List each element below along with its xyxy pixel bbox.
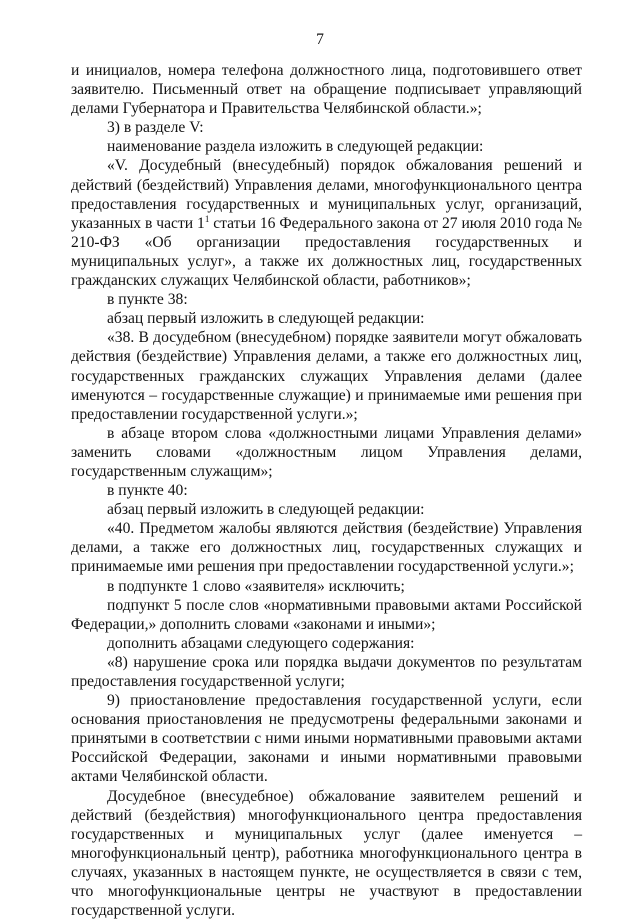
paragraph-item-38-text: «38. В досудебном (внесудебном) порядке заявители могут обжаловать действия (бездействие) Управления делами, а также его должностных лиц, государственных гражданских служащих Управления делами (далее именуются – государственные служащие) и принимаемые ими решения при предоставлении государственной услуги.»; <box>71 329 582 423</box>
section-title-text-start: «V. Досудебный (внесудебный) порядок обжалования решений и действий (бездействий) Управления делами, многофункционального центра предоставления государственных и муниципальных услуг, организаций, указанных в части 1 <box>71 157 582 232</box>
document-body <box>71 61 582 920</box>
paragraph-subitem-1: в подпункте 1 слово «заявителя» исключить; <box>107 577 405 595</box>
paragraph-continuation: и инициалов, номера телефона должностного лица, подготовившего ответ заявителю. Письменный ответ на обращение подписывает управляющий делами Губернатора и Правительства Челябинской области.»; <box>71 62 582 118</box>
paragraph-subitem-8: «8) нарушение срока или порядка выдачи документов по результатам предоставления государственной услуги; <box>71 653 582 690</box>
paragraph-section-5: 3) в разделе V: <box>107 119 204 137</box>
paragraph-item-38: в пункте 38: <box>107 291 188 309</box>
paragraph-add-intro: дополнить абзацами следующего содержания: <box>107 634 415 652</box>
paragraph-subitem-9: 9) приостановление предоставления государственной услуги, если основания приостановления не предусмотрены федеральными законами и принятыми в соответствии с ними иными нормативными правовыми актами Российской Федерации, законами и иными нормативными правовыми актами Челябинской области. <box>71 692 582 786</box>
paragraph-item-40: в пункте 40: <box>107 482 188 500</box>
paragraph-mfc-appeal: Досудебное (внесудебное) обжалование заявителем решений и действий (бездействия) многофункционального центра предоставления государственных и муниципальных услуг (далее именуется – многофункциональный центр), работника многофункционального центра в случаях, указанных в настоящем пункте, не осуществляется в связи с тем, что многофункциональные центры не участвуют в предоставлении государственной услуги. <box>71 787 582 920</box>
paragraph-section-title <box>71 156 582 290</box>
page-number: 7 <box>316 31 324 48</box>
paragraph-subitem-5: подпункт 5 после слов «нормативными правовыми актами Российской Федерации,» дополнить словами «законами и иными»; <box>71 596 582 633</box>
section-title-text-end: статьи 16 Федерального закона от 27 июля 2010 года № 210-ФЗ «Об организации предоставления государственных и муниципальных услуг», а также их должностных лиц, государственных гражданских служащих Челябинской области, работников»; <box>71 214 582 290</box>
superscript-part-number: 1 <box>204 213 210 224</box>
paragraph-item-40-intro: абзац первый изложить в следующей редакции: <box>107 501 425 519</box>
paragraph-item-38-second: в абзаце втором слова «должностными лицами Управления делами» заменить словами «должностным лицом Управления делами, государственным служащим»; <box>71 424 582 480</box>
paragraph-item-38-intro: абзац первый изложить в следующей редакции: <box>107 310 425 328</box>
paragraph-item-40-text: «40. Предметом жалобы являются действия (бездействие) Управления делами, а также его должностных лиц, государственных служащих и принимаемые ими решения при предоставлении государственной услуги.»; <box>71 520 582 576</box>
paragraph-section-title-intro: наименование раздела изложить в следующей редакции: <box>107 138 484 156</box>
